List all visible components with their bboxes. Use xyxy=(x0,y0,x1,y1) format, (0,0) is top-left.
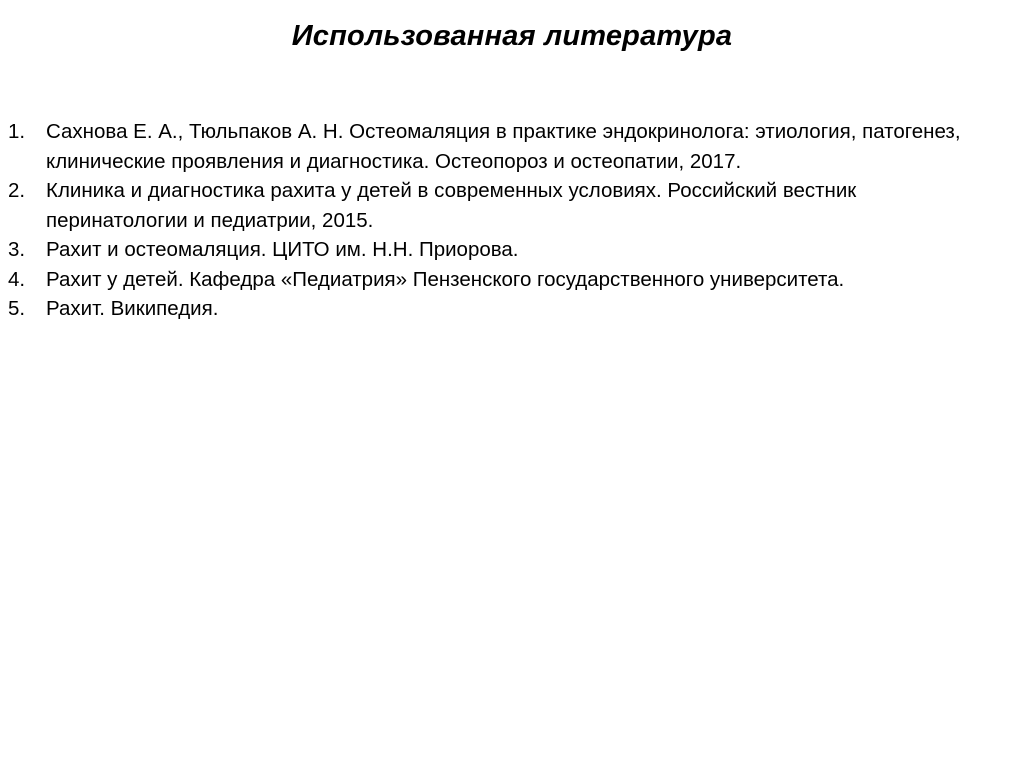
reference-text: Рахит у детей. Кафедра «Педиатрия» Пензенского государственного университета. xyxy=(46,267,845,291)
slide-title: Использованная литература xyxy=(291,20,733,52)
reference-number: 5. xyxy=(8,297,26,320)
reference-number: 1. xyxy=(8,120,26,143)
reference-number: 2. xyxy=(8,179,26,202)
reference-list xyxy=(8,117,998,324)
reference-number: 4. xyxy=(8,267,26,291)
reference-text: Сахнова Е. А., Тюльпаков А. Н. Остеомаляция в практике эндокринолога: этиология, патогенез, клинические проявления и диагностика. Остеопороз и остеопатии, 2017. xyxy=(46,120,961,173)
reference-number: 3. xyxy=(8,238,26,261)
reference-item xyxy=(8,235,998,265)
reference-item xyxy=(8,294,998,324)
reference-item xyxy=(8,176,998,235)
reference-item xyxy=(8,117,998,176)
reference-text: Рахит. Википедия. xyxy=(46,297,219,320)
reference-text: Рахит и остеомаляция. ЦИТО им. Н.Н. Приорова. xyxy=(46,238,519,261)
reference-item xyxy=(8,265,998,295)
reference-text: Клиника и диагностика рахита у детей в современных условиях. Российский вестник перинатологии и педиатрии, 2015. xyxy=(46,179,857,232)
